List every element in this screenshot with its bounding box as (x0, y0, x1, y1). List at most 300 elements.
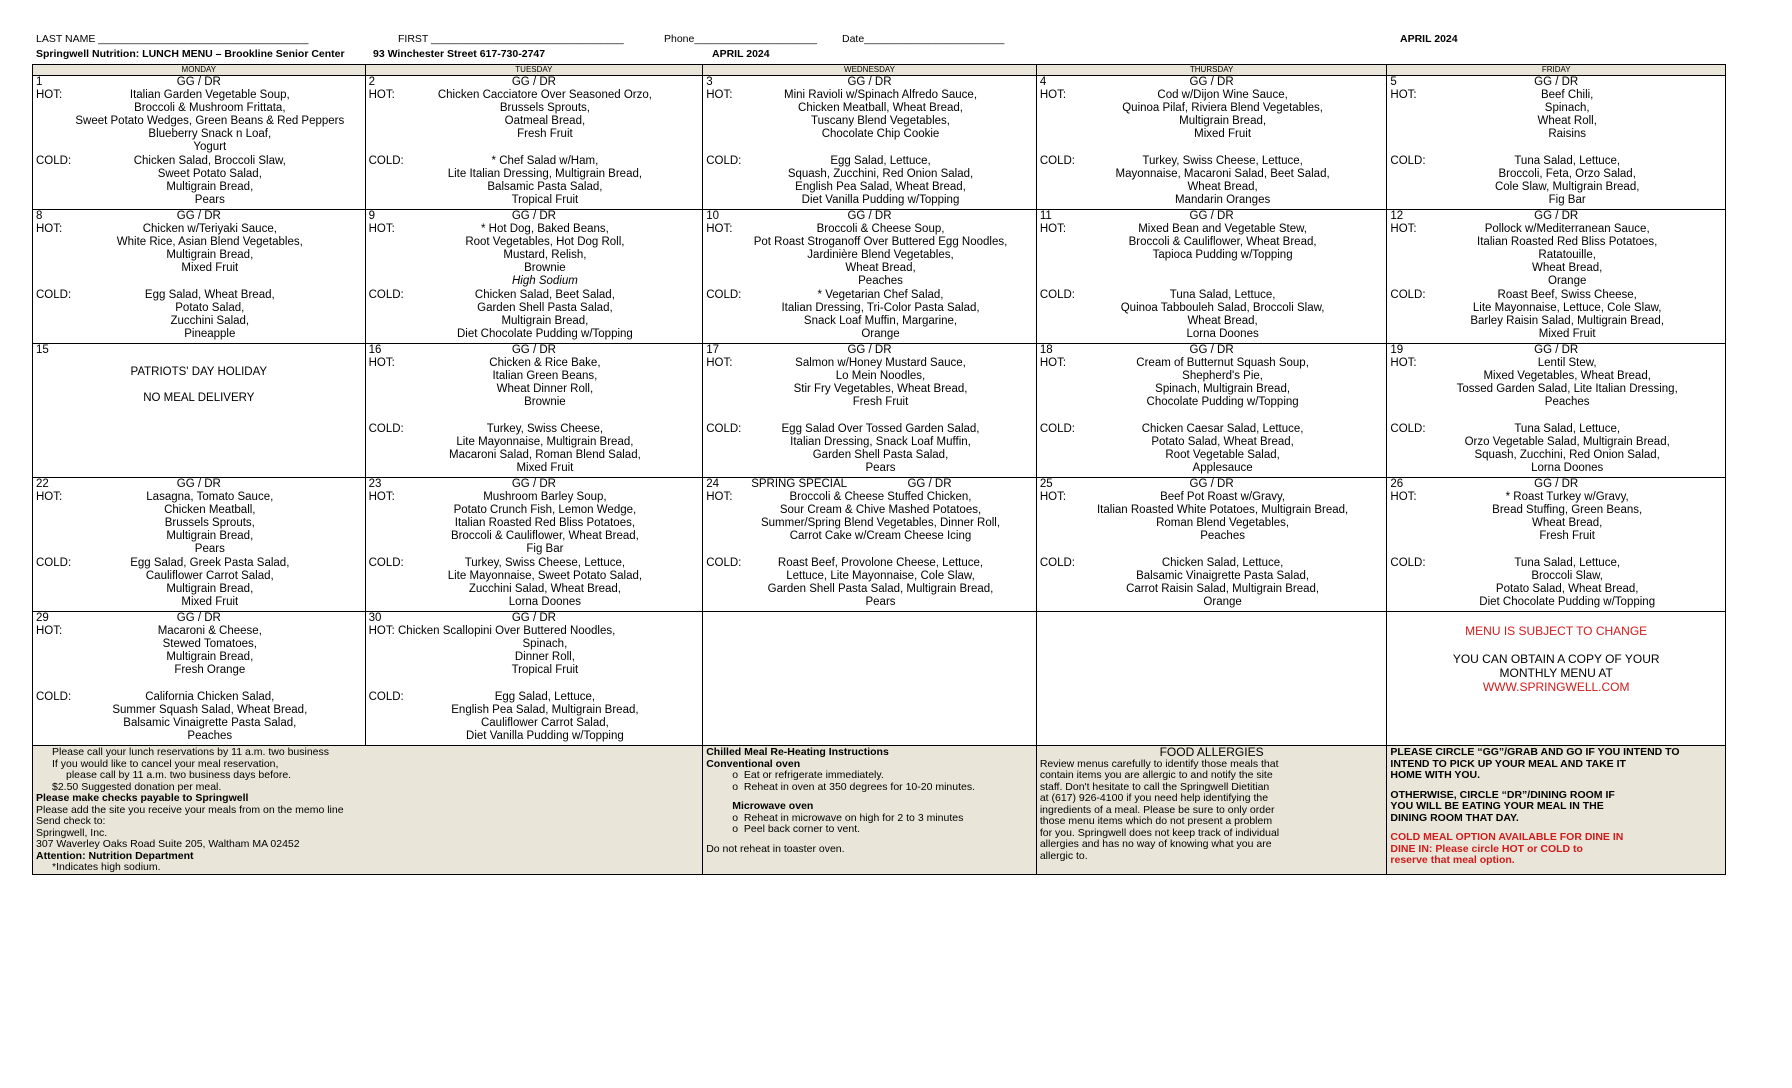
cold-meal (703, 557, 1036, 609)
gg-dr-option[interactable]: GG / DR (847, 76, 892, 88)
menu-item: Roast Beef, Swiss Cheese, (1497, 289, 1637, 301)
hot-meal (33, 491, 365, 557)
cold-label: COLD: (706, 423, 742, 435)
org-address: 307 Waverley Oaks Road Suite 205, Waltham MA 02452 (36, 838, 300, 850)
day-cell (703, 76, 1037, 209)
gg-dr-option[interactable]: GG / DR (511, 76, 556, 88)
menu-item: Tuna Salad, Lettuce, (1514, 155, 1621, 167)
cold-option-line: reserve that meal option. (1390, 854, 1515, 866)
menu-item: Mixed Fruit (1194, 128, 1252, 140)
menu-item: Stir Fry Vegetables, Wheat Bread, (793, 383, 968, 395)
gg-dr-option[interactable]: GG / DR (511, 344, 556, 356)
menu-item: Lite Italian Dressing, Multigrain Bread, (447, 168, 643, 180)
menu-item: Sour Cream & Chive Mashed Potatoes, (779, 504, 982, 516)
phone-field[interactable]: Phone_____________________ (664, 33, 817, 45)
day-top-line (366, 478, 703, 491)
menu-item: Jardinière Blend Vegetables, (807, 249, 954, 261)
hot-meal (703, 89, 1036, 155)
day-number: 12 (1390, 210, 1404, 222)
hot-meal (366, 223, 703, 289)
day-cell (703, 612, 1037, 745)
menu-item: Broccoli & Mushroom Frittata, (134, 102, 286, 114)
grab-and-go-instructions (1387, 746, 1725, 874)
menu-item: Orange (861, 328, 900, 340)
menu-item: Diet Vanilla Pudding w/Topping (801, 194, 960, 206)
cold-items (1387, 557, 1725, 609)
menu-item: Sweet Potato Salad, (157, 168, 262, 180)
day-cell (1037, 76, 1388, 209)
cold-meal (33, 155, 365, 207)
menu-item: Potato Salad, (175, 302, 245, 314)
menu-item: Quinoa Tabbouleh Salad, Broccoli Slaw, (1120, 302, 1325, 314)
cold-meal (1037, 423, 1387, 475)
day-cell (1387, 612, 1725, 745)
hot-label: HOT: (36, 223, 63, 235)
day-top-line (33, 612, 365, 625)
menu-item: Lettuce, Lite Mayonnaise, Cole Slaw, (786, 570, 975, 582)
menu-item: Garden Shell Pasta Salad, Multigrain Bread, (767, 583, 994, 595)
hot-items (33, 491, 365, 556)
menu-item: Summer/Spring Blend Vegetables, Dinner Roll, (760, 517, 1001, 529)
org-name: Springwell, Inc. (36, 826, 108, 839)
menu-item: Spinach, Multigrain Bread, (1155, 383, 1291, 395)
menu-item: Tuna Salad, Lettuce, (1514, 423, 1621, 435)
menu-item: Tuscany Blend Vegetables, (811, 115, 950, 127)
menu-item: Italian Dressing, Snack Loaf Muffin, (790, 436, 971, 448)
hot-meal (1387, 357, 1725, 423)
menu-item: Blueberry Snack n Loaf, (148, 128, 272, 140)
day-number: 5 (1390, 76, 1397, 88)
day-number: 9 (368, 210, 376, 222)
menu-item: Carrot Cake w/Cream Cheese Icing (789, 530, 972, 542)
day-cell (1037, 344, 1388, 477)
day-cell (703, 478, 1037, 611)
cold-items (703, 557, 1036, 609)
menu-item: Dinner Roll, (514, 651, 575, 663)
cold-meal (33, 289, 365, 341)
day-cell (703, 210, 1037, 343)
menu-item: Beef Chili, (1540, 89, 1594, 101)
menu-item: Fresh Orange (174, 664, 246, 676)
day-top-line (703, 478, 1036, 491)
gg-instruction-line: YOU WILL BE EATING YOUR MEAL IN THE (1390, 800, 1604, 812)
attention-line: Attention: Nutrition Department (36, 849, 194, 862)
menu-item: Broccoli & Cheese Stuffed Chicken, (789, 491, 972, 503)
gg-dr-option[interactable]: GG / DR (176, 210, 221, 222)
gg-dr-option[interactable]: GG / DR (1189, 478, 1234, 490)
gg-dr-option[interactable]: GG / DR (1189, 210, 1234, 222)
day-cell (33, 612, 366, 745)
menu-item: Roast Beef, Provolone Cheese, Lettuce, (777, 557, 984, 569)
gg-instruction-line: HOME WITH YOU. (1390, 769, 1481, 781)
menu-item: Broccoli, Feta, Orzo Salad, (1498, 168, 1636, 180)
menu-item: Lorna Doones (1531, 462, 1604, 474)
menu-item: Broccoli & Cauliflower, Wheat Bread, (1128, 236, 1317, 248)
menu-item: Diet Chocolate Pudding w/Topping (457, 328, 633, 340)
day-cell (33, 478, 366, 611)
cold-label: COLD: (36, 557, 72, 569)
sodium-note: *Indicates high sodium. (52, 861, 161, 873)
day-top-line (703, 76, 1036, 89)
hot-label: HOT: (368, 89, 395, 101)
cold-label: COLD: (1039, 557, 1075, 569)
day-number: 25 (1039, 478, 1053, 490)
cold-meal (1037, 289, 1387, 341)
cold-items (366, 557, 703, 609)
menu-item: Chicken Caesar Salad, Lettuce, (1141, 423, 1304, 435)
menu-item: Brownie (524, 262, 566, 274)
hot-items (1037, 491, 1387, 543)
cold-items (366, 691, 703, 743)
day-number: 1 (36, 76, 43, 88)
first-name-field[interactable]: FIRST _________________________________ (398, 33, 624, 45)
checks-payable: Please make checks payable to Springwell (36, 792, 249, 804)
reservation-info (33, 746, 703, 874)
micro-step-2: o Peel back corner to vent. (732, 823, 861, 835)
menu-item: Orzo Vegetable Salad, Multigrain Bread, (1464, 436, 1670, 448)
day-number: 22 (36, 478, 49, 490)
menu-item: Italian Roasted Red Bliss Potatoes, (1477, 236, 1658, 248)
cold-label: COLD: (1390, 557, 1426, 569)
hot-items (1037, 223, 1387, 262)
day-number: 18 (1039, 344, 1053, 356)
menu-item: Potato Salad, Wheat Bread, (1495, 583, 1639, 595)
week-row (33, 478, 1725, 612)
menu-item: Peaches (1200, 530, 1245, 542)
menu-item: Lentil Stew, (1537, 357, 1597, 369)
menu-item: Cream of Butternut Squash Soup, (1136, 357, 1309, 369)
cold-meal (1387, 423, 1725, 475)
menu-item: Shepherd's Pie, (1182, 370, 1264, 382)
menu-item: Mandarin Oranges (1174, 194, 1271, 206)
menu-item: Wheat Bread, (1532, 262, 1603, 274)
menu-item: Mayonnaise, Macaroni Salad, Beet Salad, (1115, 168, 1330, 180)
hot-items (366, 491, 703, 556)
menu-item: Chicken Cacciatore Over Seasoned Orzo, (437, 89, 652, 101)
hot-label: HOT: (368, 357, 395, 369)
menu-item: Peaches (1544, 396, 1590, 408)
menu-item: Turkey, Swiss Cheese, (486, 423, 604, 435)
cold-meal (366, 691, 703, 743)
menu-item: Cauliflower Carrot Salad, (145, 570, 274, 582)
menu-item: Bread Stuffing, Green Beans, (1492, 504, 1643, 516)
cold-label: COLD: (36, 155, 72, 167)
menu-item: Mixed Fruit (516, 462, 574, 474)
day-top-line (1387, 76, 1725, 89)
cold-items (703, 423, 1036, 475)
allergies-title: FOOD ALLERGIES (1159, 746, 1264, 759)
hot-label: HOT: (1390, 223, 1417, 235)
menu-item: * Roast Turkey w/Gravy, (1505, 491, 1629, 503)
cold-items (33, 289, 365, 341)
cold-label: COLD: (1039, 289, 1075, 301)
hot-label: HOT: (36, 491, 63, 503)
springwell-link[interactable]: WWW.SPRINGWELL.COM (1482, 680, 1630, 694)
last-name-field[interactable]: LAST NAME ____________________________________ (36, 33, 309, 45)
menu-item: Fresh Fruit (517, 128, 573, 140)
conv-step-1: o Eat or refrigerate immediately. (732, 769, 884, 781)
holiday-notice (33, 359, 365, 411)
cold-option-line: COLD MEAL OPTION AVAILABLE FOR DINE IN (1390, 831, 1624, 843)
gg-instruction-line: DINING ROOM THAT DAY. (1390, 811, 1519, 824)
menu-item: Lorna Doones (508, 596, 582, 608)
week-row (33, 210, 1725, 344)
menu-item: Chicken & Rice Bake, (489, 357, 601, 369)
reheat-title: Chilled Meal Re-Heating Instructions (706, 746, 889, 758)
menu-item: Beef Pot Roast w/Gravy, (1160, 491, 1286, 503)
gg-dr-option[interactable]: GG / DR (847, 344, 892, 356)
allergy-text-line: for you. Springwell does not keep track of individual (1039, 826, 1280, 839)
menu-item: Tuna Salad, Lettuce, (1169, 289, 1276, 301)
day-top-line (33, 344, 365, 357)
menu-item: Multigrain Bread, (166, 651, 254, 663)
menu-item: Cod w/Dijon Wine Sauce, (1157, 89, 1288, 101)
cold-meal (366, 289, 703, 341)
weekday-wednesday: WEDNESDAY (703, 65, 1037, 75)
hot-meal (703, 491, 1036, 557)
cold-meal (1387, 155, 1725, 207)
circle-bullet-icon: o (732, 769, 744, 781)
menu-item: Egg Salad, Lettuce, (830, 155, 931, 167)
menu-item: Lite Mayonnaise, Lettuce, Cole Slaw, (1472, 302, 1662, 314)
day-top-line (366, 210, 703, 223)
cold-items (1037, 423, 1387, 475)
gg-instruction-line: PLEASE CIRCLE “GG”/GRAB AND GO IF YOU INTEND TO (1390, 746, 1680, 758)
menu-item: Squash, Zucchini, Red Onion Salad, (1474, 449, 1660, 461)
gg-dr-option[interactable]: GG / DR (1189, 344, 1234, 356)
hot-items (366, 357, 703, 409)
menu-item: Potato Salad, Wheat Bread, (1151, 436, 1294, 448)
menu-calendar (32, 64, 1726, 875)
allergy-text-line: staff. Don't hesitate to call the Springwell Dietitian (1039, 780, 1270, 793)
day-number: 17 (706, 344, 719, 356)
gg-dr-option[interactable]: GG / DR (176, 478, 221, 490)
menu-item: Brussels Sprouts, (164, 517, 255, 529)
hot-meal (703, 223, 1036, 289)
gg-dr-option[interactable]: GG / DR (1534, 478, 1579, 490)
bullet-1: Please call your lunch reservations by 11 a.m. two business (52, 746, 330, 758)
menu-item: Chicken w/Teriyaki Sauce, (142, 223, 277, 235)
menu-item: Pot Roast Stroganoff Over Buttered Egg Noodles, (753, 236, 1008, 248)
circle-bullet-icon: o (732, 780, 744, 793)
menu-item: Fresh Fruit (852, 396, 909, 408)
day-top-line (1037, 478, 1387, 491)
menu-item: Garden Shell Pasta Salad, (812, 449, 949, 461)
menu-item: Multigrain Bread, (166, 249, 254, 261)
menu-item: Lorna Doones (1186, 328, 1259, 340)
menu-item: Chicken Salad, Lettuce, (1161, 557, 1284, 569)
hot-label: HOT: (1039, 491, 1067, 503)
day-cell (1387, 344, 1725, 477)
menu-item: Turkey, Swiss Cheese, Lettuce, (1142, 155, 1303, 167)
menu-item: Salmon w/Honey Mustard Sauce, (795, 357, 966, 369)
menu-item: Cauliflower Carrot Salad, (480, 717, 609, 729)
cold-meal (1037, 557, 1387, 609)
cold-items (703, 289, 1036, 341)
menu-item: Roman Blend Vegetables, (1156, 517, 1290, 529)
gg-dr-option[interactable]: GG / DR (511, 612, 556, 624)
form-header (34, 33, 1724, 63)
menu-item: Tropical Fruit (511, 664, 579, 676)
day-cell (33, 76, 366, 209)
holiday-line: PATRIOTS' DAY HOLIDAY (130, 366, 268, 378)
copy-notice-line-2: MONTHLY MENU AT (1499, 666, 1613, 680)
cold-label: COLD: (1390, 155, 1426, 167)
day-number: 3 (706, 76, 713, 88)
hot-items (703, 357, 1036, 409)
gg-dr-option[interactable]: GG / DR (511, 210, 556, 222)
gg-dr-option[interactable]: GG / DR (176, 76, 221, 88)
hot-items (33, 625, 365, 677)
cold-label: COLD: (36, 289, 72, 301)
day-number: 26 (1390, 478, 1404, 490)
gg-instruction-line: OTHERWISE, CIRCLE “DR”/DINING ROOM IF (1390, 788, 1615, 801)
cold-meal (366, 557, 703, 609)
date-field[interactable]: Date________________________ (842, 33, 1005, 45)
menu-item: Chocolate Chip Cookie (821, 128, 940, 140)
weekday-friday: FRIDAY (1541, 65, 1571, 74)
hot-items (366, 638, 703, 677)
menu-notice (1387, 624, 1725, 694)
menu-item: Fresh Fruit (1539, 530, 1595, 542)
hot-label: HOT: (368, 491, 395, 503)
day-cell (1387, 76, 1725, 209)
cold-meal (33, 557, 365, 609)
cold-items (366, 155, 703, 207)
menu-item: Lo Mein Noodles, (835, 370, 926, 382)
menu-item: Mixed Fruit (181, 596, 239, 608)
gg-dr-option[interactable]: GG / DR (1189, 76, 1234, 88)
cold-label: COLD: (1039, 423, 1075, 435)
menu-item: Root Vegetable Salad, (1165, 449, 1280, 461)
day-cell (33, 210, 366, 343)
menu-item: Yogurt (193, 141, 227, 153)
weekday-thursday: THURSDAY (1037, 65, 1388, 75)
memo-line: Please add the site you receive your meals from on the memo line (36, 803, 344, 816)
day-cell (366, 612, 704, 745)
menu-item: Snack Loaf Muffin, Margarine, (803, 315, 958, 327)
menu-item: Mustard, Relish, (503, 249, 587, 261)
sodium-note: High Sodium (511, 275, 578, 287)
allergy-text-line: allergic to. (1039, 849, 1088, 862)
center-address: 93 Winchester Street 617-730-2747 (373, 48, 546, 60)
day-top-line (1387, 210, 1725, 223)
reheating-instructions (703, 746, 1037, 874)
menu-item: Brussels Sprouts, (499, 102, 590, 114)
gg-dr-option[interactable]: GG / DR (1534, 210, 1579, 222)
day-top-line (1387, 478, 1725, 491)
hot-items (703, 89, 1036, 141)
menu-item: Lite Mayonnaise, Multigrain Bread, (456, 436, 634, 448)
allergy-text-line: ingredients of a meal. Please be sure to only order (1039, 803, 1275, 816)
hot-items (703, 223, 1036, 288)
hot-label: HOT: (1039, 357, 1067, 369)
hot-meal (33, 89, 365, 155)
day-top-line (1387, 344, 1725, 357)
cold-label: COLD: (1039, 155, 1075, 167)
menu-item: Pears (194, 543, 225, 555)
menu-item: Mini Ravioli w/Spinach Alfredo Sauce, (783, 89, 978, 101)
day-top-line (366, 76, 703, 89)
cold-label: COLD: (706, 557, 742, 569)
menu-item: Broccoli & Cheese Soup, (816, 223, 945, 235)
gg-dr-option[interactable]: GG / DR (847, 210, 892, 222)
hot-label: HOT: (368, 223, 395, 235)
gg-dr-option[interactable]: GG / DR (907, 478, 952, 490)
day-cell (703, 344, 1037, 477)
hot-meal (1037, 223, 1387, 289)
menu-item: English Pea Salad, Wheat Bread, (795, 181, 966, 193)
day-top-line (1037, 76, 1387, 89)
hot-items (1037, 357, 1387, 409)
hot-label: HOT: (36, 625, 63, 637)
day-number: 4 (1039, 76, 1047, 88)
day-number: 16 (368, 344, 382, 356)
menu-item: Italian Garden Vegetable Soup, (129, 89, 290, 101)
day-number: 24 (706, 478, 719, 490)
menu-item: Pears (865, 596, 896, 608)
cold-label: COLD: (1390, 423, 1426, 435)
menu-item: Spinach, (522, 638, 568, 650)
menu-item: White Rice, Asian Blend Vegetables, (116, 236, 303, 248)
holiday-line: NO MEAL DELIVERY (143, 392, 255, 404)
weekday-tuesday: TUESDAY (366, 65, 704, 75)
menu-item: Chicken Meatball, Wheat Bread, (798, 102, 963, 114)
hot-meal (33, 625, 365, 691)
micro-step-1: o Reheat in microwave on high for 2 to 3 minutes (732, 811, 964, 824)
menu-item: Broccoli & Cauliflower, Wheat Bread, (450, 530, 639, 542)
cold-meal (366, 423, 703, 475)
menu-item: Egg Salad, Greek Pasta Salad, (130, 557, 290, 569)
menu-item: Multigrain Bread, (166, 583, 254, 595)
menu-item: Mixed Fruit (1538, 328, 1596, 340)
hot-items (703, 491, 1036, 543)
menu-item: Chocolate Pudding w/Topping (1146, 396, 1299, 408)
day-cell (1387, 478, 1725, 611)
menu-item: Mixed Bean and Vegetable Stew, (1138, 223, 1307, 235)
allergy-text-line: at (617) 926-4100 if you need help identifying the (1039, 792, 1269, 804)
menu-item: Egg Salad, Wheat Bread, (144, 289, 275, 301)
menu-item: Spinach, (1544, 102, 1590, 114)
day-cell (366, 344, 704, 477)
cold-items (1387, 423, 1725, 475)
day-number: 19 (1390, 344, 1404, 356)
day-top-line (366, 344, 703, 357)
gg-dr-option[interactable]: GG / DR (1534, 76, 1579, 88)
day-top-line (703, 210, 1036, 223)
day-top-line (703, 344, 1036, 357)
hot-items (366, 89, 703, 141)
menu-item: Raisins (1548, 128, 1587, 140)
gg-dr-option[interactable]: GG / DR (511, 478, 556, 490)
special-label: SPRING SPECIAL (751, 478, 848, 490)
menu-item: * Hot Dog, Baked Beans, (480, 223, 609, 235)
hot-label: HOT: (1039, 89, 1067, 101)
menu-item: Wheat Bread, (845, 262, 916, 274)
hot-items (1387, 89, 1725, 141)
hot-items (1387, 357, 1725, 409)
cold-label: COLD: (36, 691, 72, 703)
hot-items (33, 89, 365, 154)
hot-meal (1387, 491, 1725, 557)
hot-label: HOT: (706, 89, 733, 101)
cold-label: COLD: (368, 691, 404, 703)
hot-inline-line: HOT: Chicken Scallopini Over Buttered Noodles, (368, 625, 616, 637)
hot-meal (366, 89, 703, 155)
gg-dr-option[interactable]: GG / DR (1534, 344, 1579, 356)
gg-dr-option[interactable]: GG / DR (176, 612, 221, 624)
hot-label: HOT: (1390, 357, 1417, 369)
